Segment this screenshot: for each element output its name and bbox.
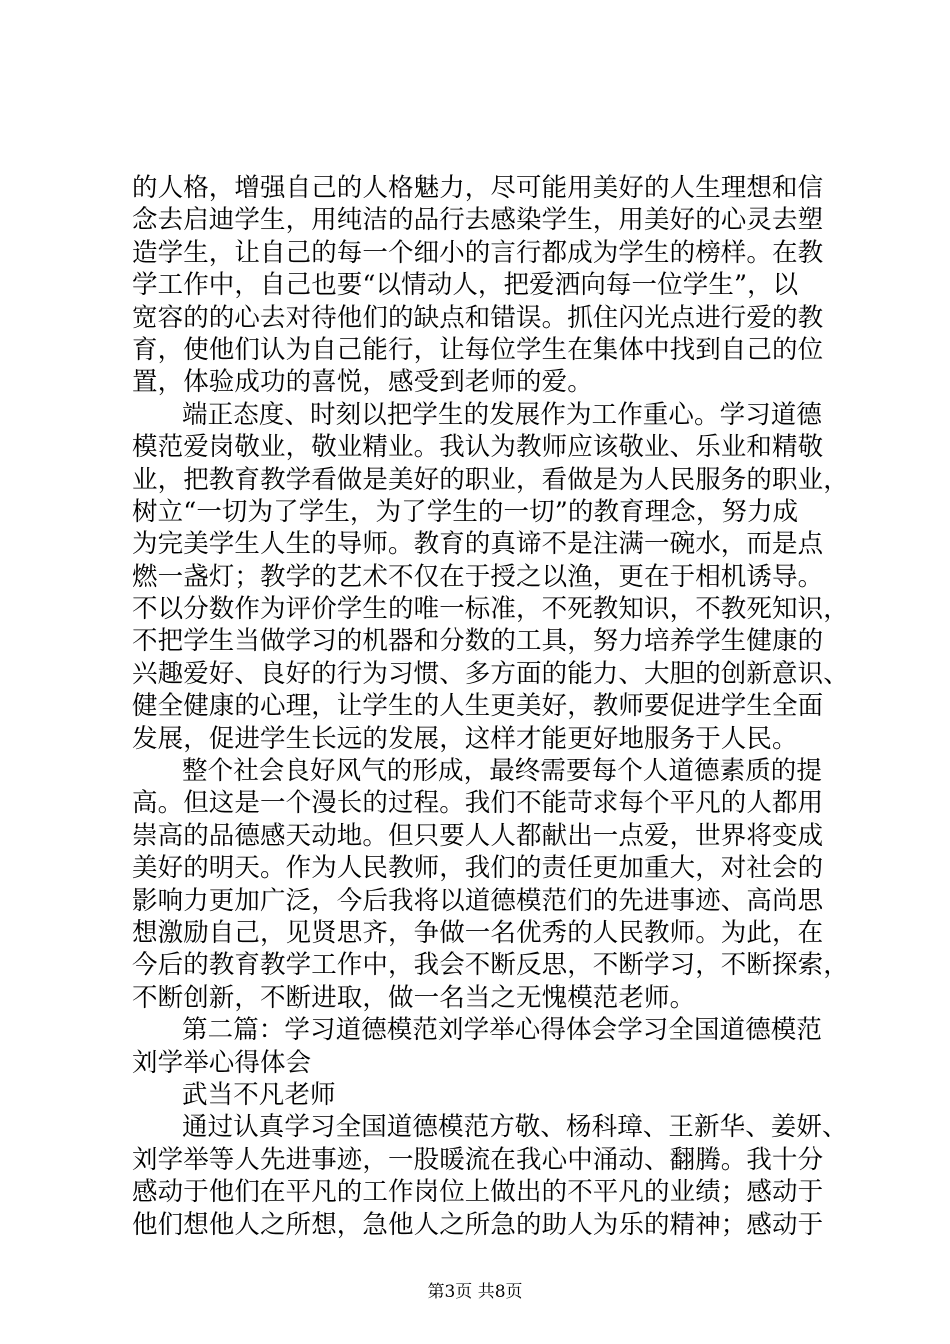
document-body	[132, 172, 849, 1241]
text-line: 他们想他人之所想，急他人之所急的助人为乐的精神；感动于	[132, 1209, 824, 1240]
text-line: 业，把教育教学看做是美好的职业，看做是为人民服务的职业，	[132, 464, 849, 495]
text-line: 想激励自己，见贤思齐，争做一名优秀的人民教师。为此，在	[132, 917, 824, 948]
text-line: 模范爱岗敬业，敬业精业。我认为教师应该敬业、乐业和精敬	[132, 432, 824, 463]
text-line: 通过认真学习全国道德模范方敬、杨科璋、王新华、姜妍、	[182, 1112, 848, 1143]
text-line: 燃一盏灯；教学的艺术不仅在于授之以渔，更在于相机诱导。	[132, 561, 824, 592]
text-line: 整个社会良好风气的形成，最终需要每个人道德素质的提	[182, 756, 823, 787]
text-line: 不把学生当做学习的机器和分数的工具，努力培养学生健康的	[132, 626, 824, 657]
text-line: 念去启迪学生，用纯洁的品行去感染学生，用美好的心灵去塑	[132, 205, 824, 236]
text-line: 兴趣爱好、良好的行为习惯、多方面的能力、大胆的创新意识、	[132, 658, 849, 689]
text-line: 感动于他们在平凡的工作岗位上做出的不平凡的业绩；感动于	[132, 1177, 824, 1208]
text-line: 崇高的品德感天动地。但只要人人都献出一点爱，世界将变成	[132, 820, 824, 851]
text-line: 高。但这是一个漫长的过程。我们不能苛求每个平凡的人都用	[132, 788, 824, 819]
text-line: 刘学举心得体会	[132, 1047, 312, 1078]
text-line: 刘学举等人先进事迹，一股暖流在我心中涌动、翻腾。我十分	[132, 1144, 824, 1175]
text-line: 树立“一切为了学生，为了学生的一切”的教育理念，努力成	[132, 496, 799, 527]
text-line: 置，体验成功的喜悦，感受到老师的爱。	[132, 367, 593, 398]
text-line: 端正态度、时刻以把学生的发展作为工作重心。学习道德	[182, 399, 823, 430]
text-line: 不以分数作为评价学生的唯一标准，不死教知识，不教死知识，	[132, 594, 849, 625]
text-line: 不断创新，不断进取，做一名当之无愧模范老师。	[132, 982, 696, 1013]
text-line: 发展，促进学生长远的发展，这样才能更好地服务于人民。	[132, 723, 798, 754]
text-line: 造学生，让自己的每一个细小的言行都成为学生的榜样。在教	[132, 237, 824, 268]
text-line: 的人格，增强自己的人格魅力，尽可能用美好的人生理想和信	[132, 173, 824, 203]
text-line: 今后的教育教学工作中，我会不断反思，不断学习，不断探索，	[132, 950, 849, 981]
text-line: 学工作中，自己也要“以情动人，把爱洒向每一位学生”，以	[132, 270, 799, 301]
text-line: 育，使他们认为自己能行，让每位学生在集体中找到自己的位	[132, 334, 824, 365]
text-line: 影响力更加广泛，今后我将以道德模范们的先进事迹、高尚思	[132, 885, 824, 916]
text-line: 武当不凡老师	[182, 1079, 336, 1110]
page-footer: 第3页 共8页	[427, 1282, 523, 1302]
text-line: 美好的明天。作为人民教师，我们的责任更加重大，对社会的	[132, 853, 824, 884]
text-line: 为完美学生人生的导师。教育的真谛不是注满一碗水，而是点	[132, 529, 824, 560]
text-line: 第二篇：学习道德模范刘学举心得体会学习全国道德模范	[182, 1015, 823, 1046]
text-line: 宽容的的心去对待他们的缺点和错误。抓住闪光点进行爱的教	[132, 302, 824, 333]
text-line: 健全健康的心理，让学生的人生更美好，教师要促进学生全面	[132, 691, 824, 722]
